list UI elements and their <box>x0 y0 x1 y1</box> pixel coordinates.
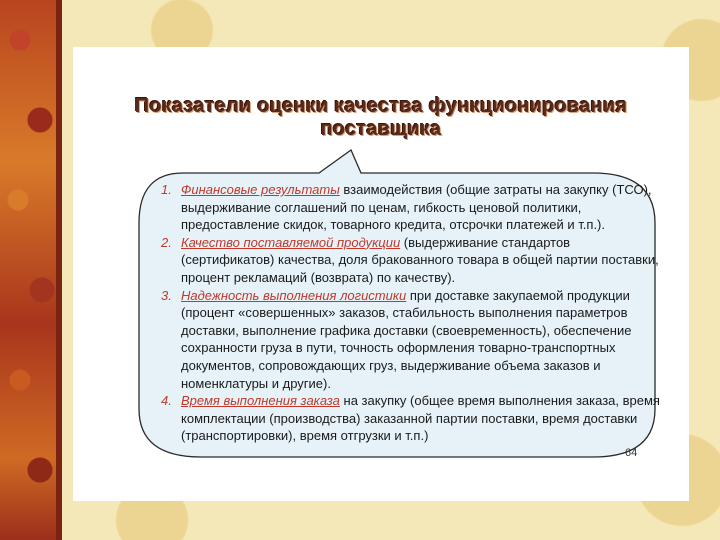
item-text: при доставке закупаемой продукции (процент «совершенных» заказов, стабильность выполнения параметров доставки, выполнение графика доставки (своевременность), обеспечение сохранности груза в пути, точность оформления товарно-транспортных документов, сопровождающих груз, выдерживание объема заказов и номенклатуры и другие). <box>181 287 632 391</box>
list-item <box>161 181 661 234</box>
item-text: взаимодействия (общие затраты на закупку (ТСО), выдерживание соглашений по ценам, гибкость ценовой политики, предоставление скидок, товарного кредита, отсрочки платежей и т.п.). <box>181 182 652 233</box>
criteria-list <box>161 181 661 445</box>
item-highlight: Время выполнения заказа <box>181 393 340 409</box>
item-highlight: Надежность выполнения логистики <box>181 287 407 303</box>
list-item <box>161 392 661 445</box>
slide <box>73 47 689 501</box>
item-number: 1. <box>161 182 172 197</box>
item-number: 4. <box>161 393 172 409</box>
item-number: 3. <box>161 287 172 303</box>
list-item <box>161 287 661 393</box>
item-text: (выдерживание стандартов (сертификатов) качества, доля бракованного товара в общей партии поставки, процент рекламаций (возврата) по качеству). <box>181 234 659 285</box>
page-number: 64 <box>625 447 638 459</box>
item-highlight: Финансовые результаты <box>181 182 340 197</box>
item-text: на закупку (общее время выполнения заказа, время комплектации (производства) заказанной партии поставки, время доставки (транспортировки), время отгрузки и т.п.) <box>181 393 660 444</box>
item-number: 2. <box>161 234 172 250</box>
title-line-2: поставщика <box>320 118 442 140</box>
decorative-left-strip <box>0 0 62 540</box>
list-item <box>161 234 661 287</box>
title-line-1: Показатели оценки качества функционирования <box>134 95 628 117</box>
item-highlight: Качество поставляемой продукции <box>181 234 401 250</box>
